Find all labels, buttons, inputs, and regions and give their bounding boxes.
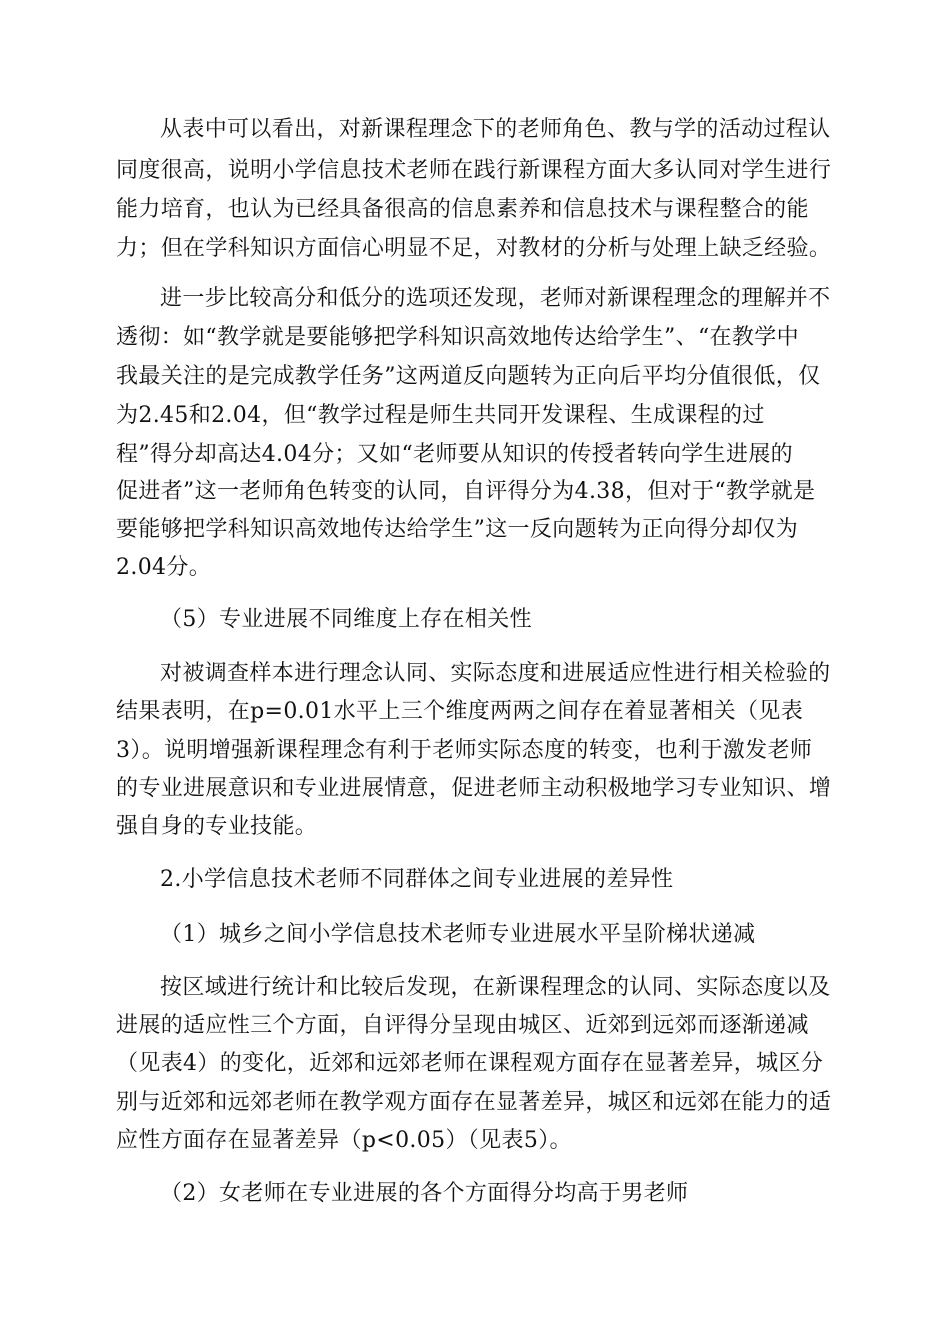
paragraph-line: 要能够把学科知识高效地传达给学生”这一反向题转为正向得分却仅为 — [116, 517, 799, 542]
section-heading: （5）专业进展不同维度上存在相关性 — [160, 607, 532, 632]
paragraph-line: 我最关注的是完成教学任务”这两道反向题转为正向后平均分值很低，仅 — [116, 364, 821, 389]
paragraph-line: 同度很高，说明小学信息技术老师在践行新课程方面大多认同对学生进行 — [116, 158, 832, 183]
paragraph-line: 从表中可以看出，对新课程理念下的老师角色、教与学的活动过程认 — [160, 117, 831, 142]
paragraph-line: 别与近郊和远郊老师在教学观方面存在显著差异，城区和远郊在能力的适 — [116, 1090, 832, 1115]
paragraph-line: 进一步比较高分和低分的选项还发现，老师对新课程理念的理解并不 — [160, 286, 831, 311]
section-heading: （1）城乡之间小学信息技术老师专业进展水平呈阶梯状递减 — [160, 922, 756, 947]
paragraph-line: 力；但在学科知识方面信心明显不足，对教材的分析与处理上缺乏经验。 — [116, 236, 832, 261]
paragraph-line: 透彻：如“教学就是要能够把学科知识高效地传达给学生”、“在教学中 — [116, 325, 799, 350]
paragraph-line: 2.04分。 — [116, 555, 212, 580]
paragraph-line: 强自身的专业技能。 — [116, 814, 318, 839]
paragraph-line: 进展的适应性三个方面，自评得分呈现由城区、近郊到远郊而逐渐递减 — [116, 1013, 809, 1038]
paragraph-line: （见表4）的变化，近郊和远郊老师在课程观方面存在显著差异，城区分 — [116, 1051, 824, 1076]
section-heading: （2）女老师在专业进展的各个方面得分均高于男老师 — [160, 1181, 689, 1206]
paragraph-line: 结果表明，在p=0.01水平上三个维度两两之间存在着显著相关（见表 — [116, 699, 804, 724]
paragraph-line: 的专业进展意识和专业进展情意，促进老师主动积极地学习专业知识、增 — [116, 776, 832, 801]
section-heading: 2.小学信息技术老师不同群体之间专业进展的差异性 — [160, 867, 674, 892]
paragraph-line: 3）。说明增强新课程理念有利于老师实际态度的转变，也利于激发老师 — [116, 738, 813, 763]
paragraph-line: 对被调查样本进行理念认同、实际态度和进展适应性进行相关检验的 — [160, 661, 831, 686]
paragraph-line: 能力培育，也认为已经具备很高的信息素养和信息技术与课程整合的能 — [116, 197, 809, 222]
paragraph-line: 应性方面存在显著差异（p<0.05）（见表5）。 — [116, 1128, 572, 1153]
paragraph-line: 按区域进行统计和比较后发现，在新课程理念的认同、实际态度以及 — [160, 975, 831, 1000]
paragraph-line: 为2.45和2.04，但“教学过程是师生共同开发课程、生成课程的过 — [116, 403, 765, 428]
paragraph-line: 促进者”这一老师角色转变的认同，自评得分为4.38，但对于“教学就是 — [116, 479, 816, 504]
paragraph-line: 程”得分却高达4.04分；又如“老师要从知识的传授者转向学生进展的 — [116, 442, 794, 467]
